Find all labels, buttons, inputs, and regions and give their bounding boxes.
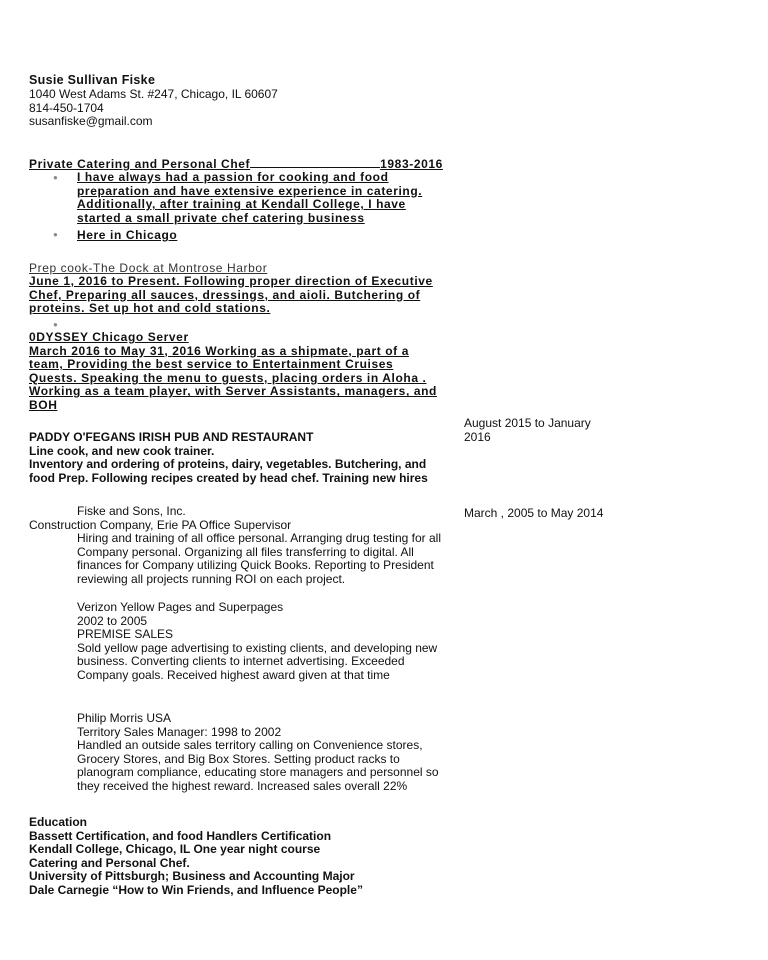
private-chef-years: 1983-2016	[380, 157, 443, 171]
bullet-icon: ●	[53, 173, 58, 182]
candidate-name: Susie Sullivan Fiske	[29, 73, 156, 87]
bullet-line: started a small private chef catering business	[77, 210, 365, 225]
text-line: March 2016 to May 31, 2016 Working as a shipmate, part of a	[29, 343, 409, 358]
text-line: Inventory and ordering of proteins, dairy, vegetables. Butchering, and	[29, 457, 427, 472]
bullet-line: preparation and have extensive experience in catering.	[77, 183, 423, 198]
date-line: 2016	[464, 429, 491, 444]
text-line: Chef, Preparing all sauces, dressings, and aioli. Butchering of	[29, 287, 421, 302]
philip-morris-section	[77, 712, 439, 794]
bullet-icon: ●	[53, 230, 58, 239]
fiske-role: Construction Company, Erie PA Office Supervisor	[29, 518, 292, 532]
text-line: Line cook, and new cook trainer.	[29, 443, 215, 458]
text-line: Working as a team player, with Server Assistants, managers, and	[29, 384, 437, 399]
text-line: Dale Carnegie “How to Win Friends, and Influence People”	[29, 882, 363, 897]
text-line: Territory Sales Manager: 1998 to 2002	[77, 724, 282, 739]
text-line: 2002 to 2005	[77, 613, 148, 628]
fiske-description	[77, 532, 441, 586]
bullet-icon: ●	[53, 320, 58, 329]
private-chef-bullet-1	[77, 171, 422, 225]
text-line: food Prep. Following recipes created by head chef. Training new hires	[29, 470, 428, 485]
text-line: Company goals. Received highest award given at that time	[77, 667, 390, 682]
odyssey-section	[29, 331, 437, 413]
fiske-company: Fiske and Sons, Inc.	[77, 504, 186, 518]
text-line: planogram compliance, educating store managers and personnel so	[77, 765, 439, 780]
text-line: Company personal. Organizing all files transferring to digital. All	[77, 544, 414, 559]
text-line: University of Pittsburgh; Business and Accounting Major	[29, 869, 355, 884]
text-line: Handled an outside sales territory calling on Convenience stores,	[77, 738, 423, 753]
text-line: Catering and Personal Chef.	[29, 855, 190, 870]
prep-cook-title: Prep cook-The Dock at Montrose Harbor	[29, 261, 268, 275]
private-chef-heading	[29, 157, 449, 171]
private-chef-title: Private Catering and Personal Chef	[29, 157, 251, 171]
text-line: PREMISE SALES	[77, 627, 174, 642]
verizon-section	[77, 601, 437, 683]
education-section	[29, 816, 363, 898]
private-chef-bullet-2: Here in Chicago	[77, 228, 178, 242]
prep-cook-description	[29, 275, 433, 316]
text-line: Sold yellow page advertising to existing clients, and developing new	[77, 640, 438, 655]
text-line: 0DYSSEY Chicago Server	[29, 330, 189, 344]
text-line: Hiring and training of all office personal. Arranging drug testing for all	[77, 531, 441, 545]
text-line: business. Converting clients to internet advertising. Exceeded	[77, 654, 405, 669]
text-line: June 1, 2016 to Present. Following proper direction of Executive	[29, 274, 433, 288]
paddy-section	[29, 431, 428, 485]
text-line: Kendall College, Chicago, IL One year night course	[29, 842, 321, 857]
text-line: Bassett Certification, and food Handlers Certification	[29, 828, 332, 843]
text-line: Quests. Speaking the menu to guests, placing orders in Aloha .	[29, 370, 427, 385]
text-line: Grocery Stores, and Big Box Stores. Setting product racks to	[77, 751, 400, 766]
bullet-line: Additionally, after training at Kendall College, I have	[77, 197, 406, 212]
text-line: reviewing all projects running ROI on each project.	[77, 571, 346, 586]
text-line: team, Providing the best service to Entertainment Cruises	[29, 357, 394, 372]
text-line: Philip Morris USA	[77, 711, 172, 725]
text-line: proteins. Set up hot and cold stations.	[29, 301, 271, 316]
text-line: PADDY O'FEGANS IRISH PUB AND RESTAURANT	[29, 430, 314, 444]
bullet-line: I have always had a passion for cooking and food	[77, 170, 389, 184]
phone: 814-450-1704	[29, 101, 104, 115]
text-line: BOH	[29, 397, 58, 412]
address: 1040 West Adams St. #247, Chicago, IL 60607	[29, 87, 278, 101]
fiske-dates: March , 2005 to May 2014	[464, 506, 604, 520]
text-line: they received the highest reward. Increased sales overall 22%	[77, 778, 408, 793]
education-heading: Education	[29, 815, 88, 829]
text-line: Verizon Yellow Pages and Superpages	[77, 600, 284, 614]
email: susanfiske@gmail.com	[29, 114, 153, 128]
paddy-dates	[464, 417, 591, 444]
date-line: August 2015 to January	[464, 416, 591, 430]
text-line: finances for Company utilizing Quick Books. Reporting to President	[77, 558, 434, 573]
